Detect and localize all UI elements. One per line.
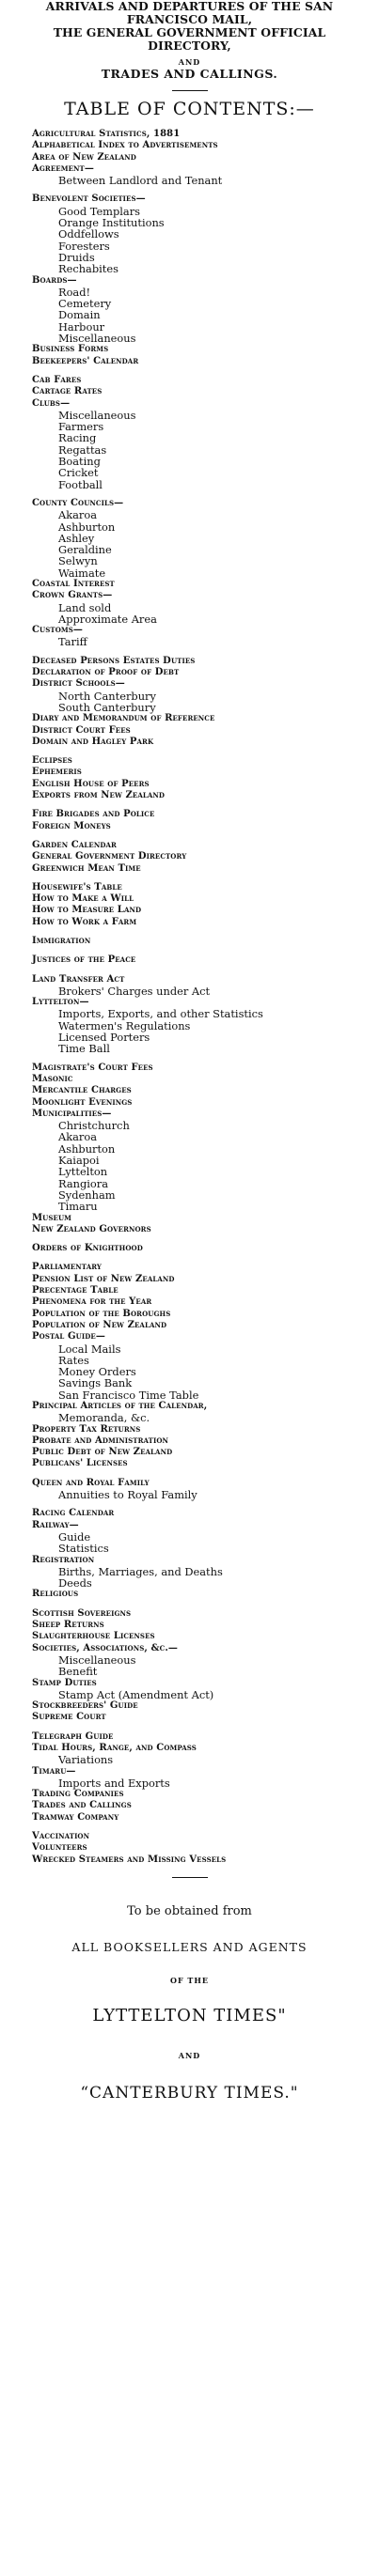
toc-entry: Clubs— (32, 397, 71, 409)
toc-entry: Precentage Table (32, 1285, 118, 1296)
toc-entry: Tramway Company (32, 1811, 119, 1823)
toc-entry: Public Debt of New Zealand (32, 1447, 173, 1458)
toc-subentry: Imports and Exports (58, 1776, 170, 1790)
toc-entry: Tidal Hours, Range, and Compass (32, 1743, 197, 1753)
toc-subentry: Watermen's Regulations (58, 1018, 191, 1032)
toc-group (32, 129, 373, 186)
toc-subentry: Domain (58, 308, 101, 322)
toc-subentry: Benefit (58, 1665, 98, 1679)
toc-entry: Beekeepers' Calendar (32, 355, 139, 366)
toc-group (32, 1478, 373, 1501)
toc-group (32, 1243, 373, 1254)
toc-entry: Immigration (32, 936, 91, 946)
toc-entry: Pension List of New Zealand (32, 1273, 175, 1284)
toc-entry: District Court Fees (32, 724, 131, 736)
toc-entry: Property Tax Returns (32, 1423, 141, 1435)
toc-subentry: Savings Bank (58, 1376, 133, 1390)
toc-subentry: Ashburton (58, 520, 116, 534)
toc-entry: Wrecked Steamers and Missing Vessels (32, 1854, 227, 1865)
toc-subentry: Local Mails (58, 1342, 121, 1356)
toc-entry: Stockbreeders' Guide (32, 1700, 138, 1712)
toc-entry: Stamp Duties (32, 1677, 97, 1688)
toc-subentry: Orange Institutions (58, 216, 165, 230)
toc-entry: Benevolent Societies— (32, 194, 146, 205)
toc-group (32, 1608, 373, 1724)
header-trades-line: TRADES AND CALLINGS. (101, 67, 278, 81)
toc-group (32, 1508, 373, 1600)
toc-subentry: North Canterbury (58, 689, 156, 703)
toc-subentry: Ashburton (58, 1141, 116, 1156)
toc-subentry: Good Templars (58, 204, 140, 218)
toc-entry: Ephemeris (32, 767, 82, 778)
toc-entry: General Government Directory (32, 851, 187, 862)
toc-group (32, 954, 373, 966)
toc-title: TABLE OF CONTENTS:— (64, 99, 315, 119)
toc-entry: Diary and Memorandum of Reference (32, 713, 215, 724)
toc-subentry: Lyttelton (58, 1165, 108, 1179)
toc-entry: Parliamentary (32, 1262, 103, 1273)
toc-subentry: Foresters (58, 239, 110, 253)
toc-entry: Timaru— (32, 1765, 76, 1777)
toc-entry: Registration (32, 1554, 95, 1565)
toc-entry: Publicans' Licenses (32, 1458, 128, 1469)
toc-group (32, 1731, 373, 1823)
toc-entry: Phenomena for the Year (32, 1296, 152, 1308)
toc-subentry: Oddfellows (58, 227, 119, 241)
toc-entry: Land Transfer Act (32, 973, 125, 985)
toc-entry: Racing Calendar (32, 1508, 115, 1519)
toc-entry: How to Work a Farm (32, 916, 137, 927)
toc-entry: Customs— (32, 625, 84, 636)
toc-entry: New Zealand Governors (32, 1223, 151, 1234)
toc-entry: County Councils— (32, 497, 124, 508)
toc-entry: Magistrate's Court Fees (32, 1062, 153, 1073)
toc-entry: Scottish Sovereigns (32, 1607, 132, 1619)
toc-entry: Housewife's Table (32, 881, 122, 892)
toc-subentry: Sydenham (58, 1187, 116, 1202)
toc-subentry: Druids (58, 250, 95, 264)
toc-entry: Societies, Associations, &c.— (32, 1642, 179, 1653)
toc-entry: Agricultural Statistics, 1881 (32, 129, 181, 139)
toc-entry: Queen and Royal Family (32, 1477, 150, 1488)
toc-group (32, 755, 373, 801)
toc-group (32, 936, 373, 947)
toc-group (32, 1831, 373, 1866)
toc-entry: Municipalities— (32, 1108, 112, 1119)
toc-group (32, 882, 373, 928)
toc-entry: Sheep Returns (32, 1620, 104, 1631)
toc-group (32, 974, 373, 1055)
toc-subentry: Akaroa (58, 508, 98, 522)
toc-entry: English House of Peers (32, 778, 150, 789)
toc-entry: Cartage Rates (32, 386, 103, 397)
toc-entry: Alphabetical Index to Advertisements (32, 140, 218, 151)
toc-entry: Probate and Administration (32, 1435, 169, 1446)
toc-group (32, 656, 373, 748)
toc-entry: Garden Calendar (32, 839, 117, 850)
header-line: FRANCISCO MAIL, (126, 13, 253, 26)
toc-subentry: Harbour (58, 319, 105, 334)
toc-entry: Mercantile Charges (32, 1085, 132, 1096)
toc-entry: Exports from New Zealand (32, 790, 166, 801)
toc-entry: Supreme Court (32, 1712, 106, 1723)
toc-subentry: Memoranda, &c. (58, 1411, 150, 1425)
toc-subentry: Licensed Porters (58, 1031, 150, 1045)
toc-subentry: Regattas (58, 442, 107, 457)
toc-group (32, 840, 373, 875)
toc-group (32, 375, 373, 490)
toc-group (32, 1063, 373, 1235)
toc-subentry: Statistics (58, 1542, 109, 1556)
toc-entry: Boards— (32, 274, 77, 286)
toc-entry: Vaccination (32, 1831, 90, 1842)
toc-entry: Moonlight Evenings (32, 1096, 133, 1108)
toc-subentry: Ashley (58, 531, 95, 545)
toc-subentry: Imports, Exports, and other Statistics (58, 1007, 263, 1021)
toc-subentry: Tariff (58, 635, 87, 649)
toc-subentry: Deeds (58, 1576, 92, 1591)
toc-entry: Eclipses (32, 755, 72, 767)
toc-subentry: Time Ball (58, 1042, 110, 1056)
toc-subentry: Kaiapoi (58, 1154, 100, 1168)
footer-lyttelton-times: LYTTELTON TIMES" (92, 2005, 287, 2025)
toc-subentry: Annuities to Royal Family (58, 1488, 197, 1502)
toc-subentry: Miscellaneous (58, 408, 136, 422)
divider-rule (172, 90, 208, 91)
footer-of-the: OF THE (169, 1975, 210, 1985)
header-line: THE GENERAL GOVERNMENT OFFICIAL (53, 26, 326, 39)
toc-entry: Area of New Zealand (32, 151, 136, 163)
toc-entry: Business Forms (32, 344, 109, 355)
toc-subentry: Racing (58, 431, 97, 445)
toc-subentry: Rates (58, 1353, 89, 1367)
toc-subentry: Selwyn (58, 554, 98, 568)
toc-entry: Telegraph Guide (32, 1730, 114, 1742)
toc-group (32, 498, 373, 648)
toc-entry: How to Measure Land (32, 905, 142, 916)
toc-entry: Railway— (32, 1519, 79, 1530)
toc-entry: Coastal Interest (32, 578, 115, 589)
toc-subentry: Rechabites (58, 262, 118, 276)
toc-subentry: Geraldine (58, 543, 112, 557)
toc-subentry: Cricket (58, 466, 99, 480)
toc-subentry: Between Landlord and Tenant (58, 174, 223, 188)
toc-subentry: San Francisco Time Table (58, 1388, 199, 1402)
toc-entry: Lyttelton— (32, 997, 89, 1008)
toc-subentry: Cemetery (58, 297, 112, 311)
footer-canterbury-times: “CANTERBURY TIMES." (80, 2083, 299, 2103)
toc-subentry: Waimate (58, 566, 106, 580)
toc-entry: Agreement— (32, 163, 94, 174)
toc-subentry: Christchurch (58, 1119, 130, 1133)
toc-entry: Principal Articles of the Calendar, (32, 1400, 208, 1411)
toc-entry: Trading Companies (32, 1789, 124, 1800)
toc-entry: Population of New Zealand (32, 1319, 167, 1330)
toc-subentry: Variations (58, 1753, 114, 1767)
toc-entry: Fire Brigades and Police (32, 809, 155, 820)
toc-entry: Population of the Boroughs (32, 1308, 171, 1319)
toc-entry: Domain and Hagley Park (32, 736, 154, 747)
toc-subentry: Miscellaneous (58, 1653, 136, 1667)
toc-subentry: Timaru (58, 1200, 98, 1214)
toc-subentry: Births, Marriages, and Deaths (58, 1564, 223, 1578)
toc-entry: How to Make a Will (32, 893, 134, 905)
toc-subentry: Land sold (58, 600, 112, 614)
footer-obtained-line: To be obtained from (127, 1903, 252, 1918)
document-header (6, 0, 373, 119)
toc-entry: Postal Guide— (32, 1331, 105, 1342)
toc-subentry: Brokers' Charges under Act (58, 984, 211, 998)
toc-entry: Museum (32, 1212, 72, 1223)
document-footer (6, 1877, 373, 2103)
header-line: ARRIVALS AND DEPARTURES OF THE SAN (45, 0, 334, 13)
toc-group (32, 1262, 373, 1469)
toc-entry: Crown Grants— (32, 590, 113, 601)
toc-subentry: Approximate Area (58, 612, 157, 626)
toc-entry: Religious (32, 1589, 79, 1600)
toc-entry: Greenwich Mean Time (32, 862, 141, 874)
toc-entry: Declaration of Proof of Debt (32, 667, 180, 678)
toc-entry: Masonic (32, 1073, 73, 1084)
toc-subentry: Football (58, 477, 103, 491)
toc-subentry: Money Orders (58, 1365, 136, 1379)
toc-subentry: Rangiora (58, 1176, 108, 1190)
toc-subentry: Boating (58, 455, 101, 469)
toc-entry: Justices of the Peace (32, 954, 136, 966)
toc-group (32, 194, 373, 366)
toc-subentry: Guide (58, 1529, 91, 1544)
toc-entry: Cab Fares (32, 374, 82, 385)
toc-entry: Trades and Callings (32, 1800, 132, 1811)
divider-rule (172, 1877, 208, 1878)
toc-entry: District Schools— (32, 678, 125, 690)
header-line: DIRECTORY, (148, 39, 231, 53)
toc-entry: Deceased Persons Estates Duties (32, 655, 196, 666)
header-and: AND (178, 57, 201, 67)
toc-subentry: Farmers (58, 420, 104, 434)
toc-subentry: Road! (58, 285, 91, 299)
toc-entry: Volunteers (32, 1842, 87, 1854)
footer-and: AND (178, 2050, 201, 2060)
toc-entry: Orders of Knighthood (32, 1243, 143, 1254)
table-of-contents (32, 129, 373, 1866)
toc-group (32, 809, 373, 832)
toc-subentry: Akaroa (58, 1130, 98, 1144)
footer-booksellers-line: ALL BOOKSELLERS AND AGENTS (71, 1939, 308, 1954)
toc-subentry: Stamp Act (Amendment Act) (58, 1687, 214, 1701)
toc-entry: Foreign Moneys (32, 820, 111, 831)
toc-entry: Slaughterhouse Licenses (32, 1631, 155, 1642)
toc-subentry: South Canterbury (58, 700, 156, 714)
toc-subentry: Miscellaneous (58, 332, 136, 346)
